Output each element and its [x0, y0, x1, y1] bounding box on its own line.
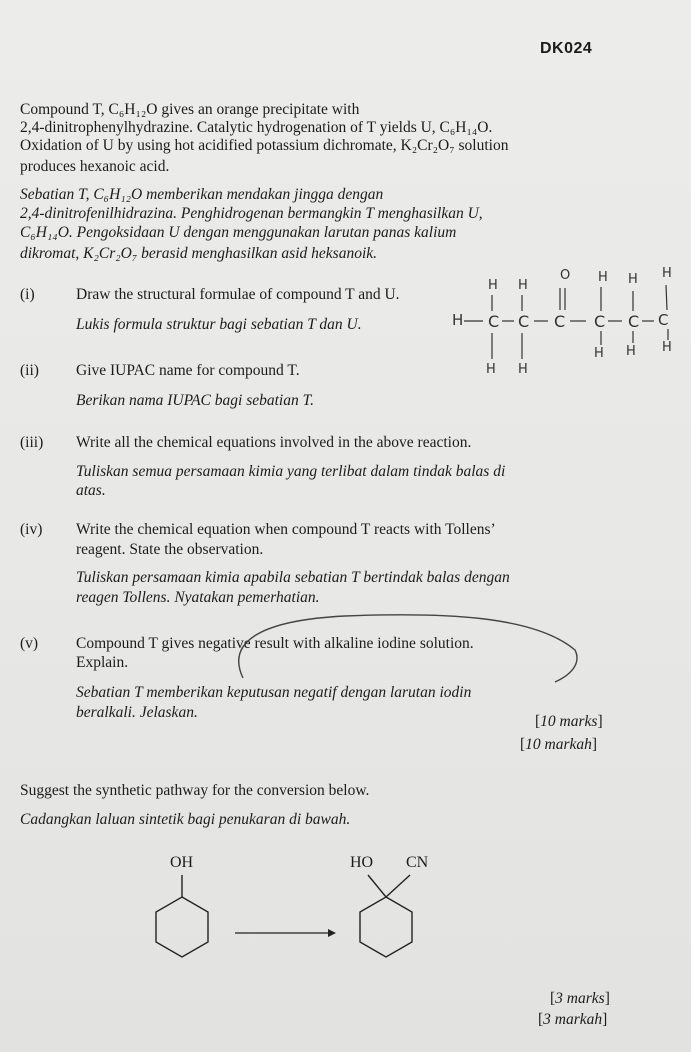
part-v-en-1: Compound T gives negative result with alkaline iodine solution. — [76, 635, 474, 652]
q1-stem-en-2: 2,4-dinitrophenylhydrazine. Catalytic hydrogenation of T yields U, C₆H₁₄O. — [20, 119, 493, 136]
part-v-number: (v) — [20, 635, 39, 652]
hw-atom-8: C — [518, 312, 530, 331]
cyclohexanol-ring — [156, 897, 208, 957]
part-iv-number: (iv) — [20, 521, 43, 538]
hw-atom-14: H — [626, 344, 636, 359]
hw-atom-13: H — [594, 346, 604, 361]
hw-atom-10: C — [594, 312, 606, 331]
product-cn-bond — [386, 875, 410, 897]
q1-marks-en-text: 10 marks — [540, 713, 598, 730]
part-v-ms-1: Sebatian T memberikan keputusan negatif dengan larutan iodin — [76, 684, 472, 701]
q1-stem-en-3: Oxidation of U by using hot acidified potassium dichromate, K₂Cr₂O₇ solution — [20, 137, 509, 154]
hw-atom-1: H — [518, 278, 528, 293]
hw-atom-6: H — [452, 311, 464, 329]
q1-stem-en-4: produces hexanoic acid. — [20, 158, 170, 175]
q1-marks-ms-text: 10 markah — [525, 736, 592, 753]
product-cn-label: CN — [406, 854, 429, 871]
hw-atom-17: H — [518, 362, 528, 377]
hw-atom-11: C — [628, 312, 640, 331]
handwritten-circle — [225, 610, 585, 690]
hw-atom-7: C — [488, 312, 500, 331]
part-iv-en-2: reagent. State the observation. — [76, 541, 264, 558]
conversion-diagram — [120, 845, 460, 975]
hw-atom-16: H — [486, 362, 496, 377]
q1-marks-en: [10 marks] — [535, 713, 603, 730]
part-iii-ms-2: atas. — [76, 482, 106, 499]
hw-atom-15: H — [662, 340, 672, 355]
part-iv-ms-1: Tuliskan persamaan kimia apabila sebatian T bertindak balas dengan — [76, 569, 510, 586]
part-ii-number: (ii) — [20, 362, 39, 379]
part-iii-number: (iii) — [20, 434, 44, 451]
hw-atom-3: H — [598, 270, 608, 285]
hw-atom-4: H — [628, 272, 638, 287]
part-iii-en: Write all the chemical equations involved in the above reaction. — [76, 434, 472, 451]
hw-atom-0: H — [488, 278, 498, 293]
hw-atom-12: C — [658, 311, 669, 329]
part-i-en: Draw the structural formulae of compound T and U. — [76, 286, 400, 303]
q2-marks-ms: [3 markah] — [538, 1011, 608, 1028]
q1-stem-ms-4: dikromat, K₂Cr₂O₇ berasid menghasilkan asid heksanoik. — [20, 245, 377, 262]
part-iv-en-1: Write the chemical equation when compound T reacts with Tollens’ — [76, 521, 496, 538]
q2-ms: Cadangkan laluan sintetik bagi penukaran di bawah. — [20, 811, 351, 828]
part-iii-ms-1: Tuliskan semua persamaan kimia yang terlibat dalam tindak balas di — [76, 463, 506, 480]
q1-stem-ms-3: C₆H₁₄O. Pengoksidaan U dengan menggunakan larutan panas kalium — [20, 224, 457, 241]
part-ii-ms: Berikan nama IUPAC bagi sebatian T. — [76, 392, 314, 409]
part-iv-ms-2: reagen Tollens. Nyatakan pemerhatian. — [76, 589, 320, 606]
q1-marks-ms: [10 markah] — [520, 736, 598, 753]
product-ho-label: HO — [350, 854, 374, 871]
hw-atom-9: C — [554, 312, 566, 331]
product-ho-bond — [368, 875, 386, 897]
part-v-ms-2: beralkali. Jelaskan. — [76, 704, 198, 721]
question-code: DK024 — [540, 40, 593, 57]
hw-atom-5: H — [662, 266, 672, 281]
q1-stem-ms-2: 2,4-dinitrofenilhidrazina. Penghidrogenan bermangkin T menghasilkan U, — [20, 205, 483, 222]
product-ring — [360, 897, 412, 957]
part-ii-en: Give IUPAC name for compound T. — [76, 362, 300, 379]
hw-atom-2: O — [560, 268, 571, 283]
q2-marks-en-text: 3 marks — [555, 990, 605, 1007]
handwritten-structure — [450, 255, 690, 385]
q2-marks-en: [3 marks] — [550, 990, 610, 1007]
cyclohexanol-oh-label: OH — [170, 854, 194, 871]
part-i-ms: Lukis formula struktur bagi sebatian T dan U. — [76, 316, 362, 333]
q1-stem-ms-1: Sebatian T, C₆H₁₂O memberikan mendakan jingga dengan — [20, 186, 384, 203]
q1-stem-en-1: Compound T, C₆H₁₂O gives an orange precipitate with — [20, 101, 360, 118]
part-v-en-2: Explain. — [76, 654, 129, 671]
reaction-arrow-head — [328, 929, 336, 937]
part-i-number: (i) — [20, 286, 35, 303]
q2-en: Suggest the synthetic pathway for the conversion below. — [20, 782, 370, 799]
q2-marks-ms-text: 3 markah — [543, 1011, 603, 1028]
